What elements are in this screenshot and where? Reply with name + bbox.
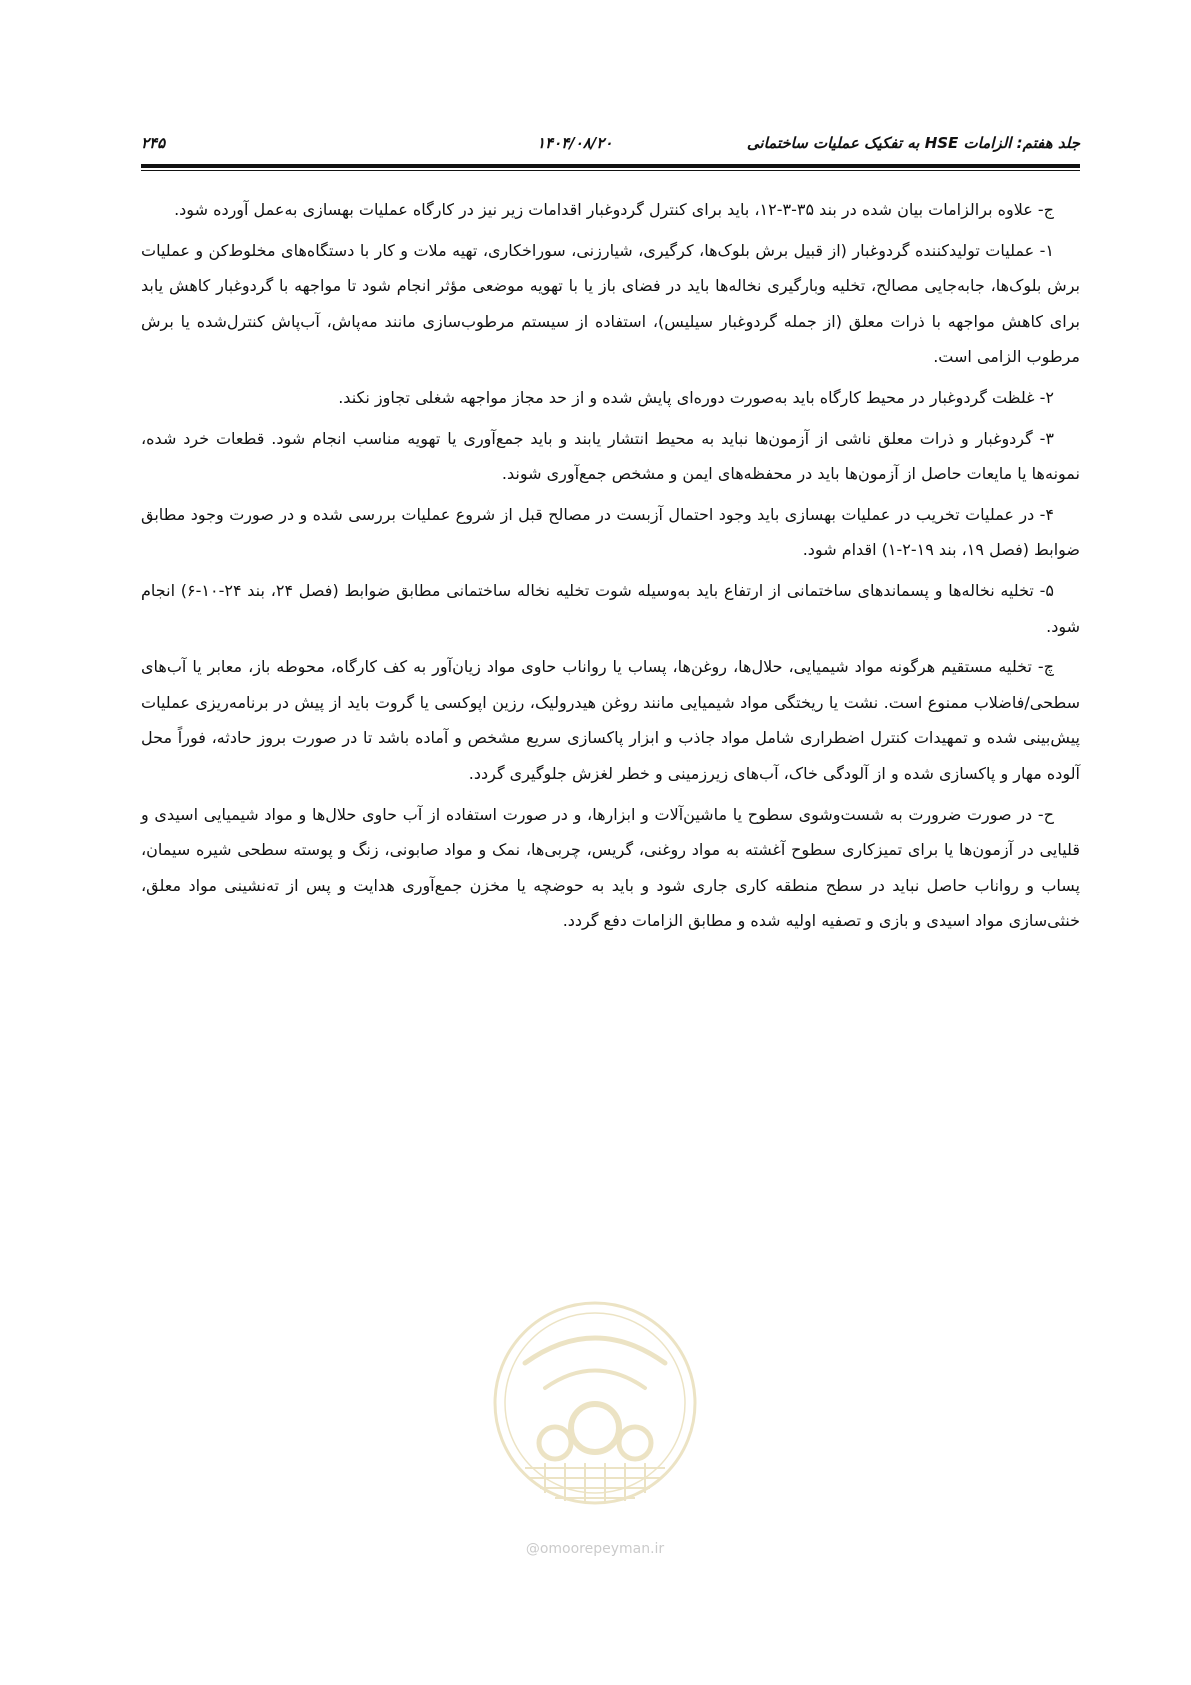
paragraph-item-5: ۵- تخلیه نخاله‌ها و پسماندهای ساختمانی از ارتفاع باید به‌وسیله شوت تخلیه نخاله ساختمانی مطابق ضوابط (فصل ۲۴، بند ۲۴-۱۰-۶) انجام شود. bbox=[141, 580, 1080, 636]
paragraph-che: چ- تخلیه مستقیم هرگونه مواد شیمیایی، حلال‌ها، روغن‌ها، پساب یا رواناب حاوی مواد زیان‌آور به کف کارگاه، محوطه باز، معابر یا آب‌های سطحی/فاضلاب ممنوع است. نشت یا ریختگی مواد شیمیایی مانند روغن هیدرولیک، رزین اپوکسی یا گروت باید از پیش در برنامه‌ریزی عملیات پیش‌بینی شده و تمهیدات کنترل اضطراری شامل مواد جاذب و ابزار پاکسازی سریع مشخص و آماده باشد تا در صورت بروز حادثه، فوراً محل آلوده مهار و پاکسازی شده و از آلودگی خاک، آب‌های زیرزمینی و خطر لغزش جلوگیری گردد. bbox=[141, 657, 1080, 783]
header-rule-thin bbox=[141, 170, 1080, 171]
watermark-url: @omoorepeyman.ir bbox=[525, 1541, 665, 1557]
header-rule-thick bbox=[141, 164, 1080, 168]
paragraph-item-1: ۱- عملیات تولیدکننده گردوغبار (از قبیل برش بلوک‌ها، کرگیری، شیارزنی، سوراخکاری، تهیه ملات و کار با دستگاه‌های مخلوط‌کن و عملیات برش بلوک‌ها، جابه‌جایی مصالح، تخلیه وبارگیری نخاله‌ها باید در فضای باز یا با تهویه موضعی مؤثر انجام شود تا مواجهه با گردوغبار کاهش یابد برای کاهش مواجهه با ذرات معلق (از جمله گردوغبار سیلیس)، استفاده از سیستم مرطوب‌سازی مانند مه‌پاش، آب‌پاش کنترل‌شده یا برش مرطوب الزامی است. bbox=[141, 240, 1080, 367]
page-number: ۲۴۵ bbox=[141, 134, 166, 152]
header-date: ۱۴۰۴/۰۸/۲۰ bbox=[537, 134, 613, 152]
watermark bbox=[485, 1293, 705, 1563]
paragraph-jim: ج- علاوه برالزامات بیان شده در بند ۳۵-۳-۱۲، باید برای کنترل گردوغبار اقدامات زیر نیز در کارگاه عملیات بهسازی به‌عمل آورده شود. bbox=[174, 200, 1054, 219]
header-title: جلد هفتم: الزامات HSE به تفکیک عملیات ساختمانی bbox=[746, 134, 1080, 152]
paragraph-item-3: ۳- گردوغبار و ذرات معلق ناشی از آزمون‌ها نباید به محیط انتشار یابند و باید جمع‌آوری یا تهویه مناسب انجام شود. قطعات خرد شده، نمونه‌ها یا مایعات حاصل از آزمون‌ها باید در محفظه‌های ایمن و مشخص جمع‌آوری شوند. bbox=[141, 428, 1080, 484]
paragraph-item-2: ۲- غلظت گردوغبار در محیط کارگاه باید به‌صورت دوره‌ای پایش شده و از حد مجاز مواجهه شغلی تجاوز نکند. bbox=[338, 387, 1054, 407]
seal-logo-icon bbox=[485, 1293, 705, 1533]
document-body bbox=[141, 192, 1080, 944]
paragraph-item-4: ۴- در عملیات تخریب در عملیات بهسازی باید وجود احتمال آزبست در مصالح قبل از شروع عملیات بررسی شده و در صورت وجود مطابق ضوابط (فصل ۱۹، بند ۱۹-۲-۱) اقدام شود. bbox=[141, 504, 1080, 560]
paragraph-he: ح- در صورت ضرورت به شست‌وشوی سطوح یا ماشین‌آلات و ابزارها، و در صورت استفاده از آب حاوی حلال‌ها و مواد شیمیایی اسیدی و قلیایی در آزمون‌ها یا برای تمیزکاری سطوح آغشته به مواد روغنی، گریس، چربی‌ها، نمک و مواد صابونی، زنگ و پوسته سطحی شیره سیمان، پساب و رواناب حاصل نباید در سطح منطقه کاری جاری شود و باید به حوضچه یا مخزن جمع‌آوری هدایت و پس از ته‌نشینی مواد معلق، خنثی‌سازی مواد اسیدی و بازی و تصفیه اولیه شده و مطابق الزامات دفع گردد. bbox=[141, 804, 1080, 931]
page-header bbox=[141, 120, 1080, 178]
